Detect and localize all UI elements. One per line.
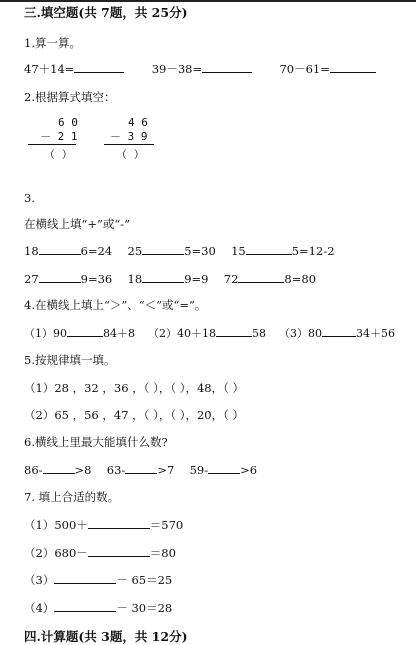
q3-r2-a3: 72 [223,272,239,286]
q3-r1-blank-2[interactable] [142,244,184,255]
q7-a4: （4） [24,601,55,615]
q2-title: 2.根据算式填空： [24,90,116,104]
q7-blank-2[interactable] [88,546,150,557]
q3-r2-a2: 18 [127,272,143,286]
q6-title: 6.横线上里最大能填什么数? [24,435,168,449]
q5-line-1: （1）28 ，32 ，36 ，（ ），（ ），48，（ ） [24,381,245,395]
q4-a1: （1）90 [24,327,67,340]
q4-title: 4.在横线上填上“＞”、“＜”或“=”。 [24,298,207,312]
q7-title: 7. 填上合适的数。 [24,490,120,504]
q4-blank-2[interactable] [216,326,252,337]
q1-item-1: 47＋14= [24,62,75,76]
q3-number: 3. [24,191,35,205]
q4-row [24,326,395,341]
q6-a1: 86- [24,463,43,477]
q3-r2-b3: 8=80 [284,272,317,286]
q2-calc2-line [104,144,154,145]
q3-r1-a1: 18 [24,244,39,258]
q3-row-2 [24,272,316,286]
q3-r1-blank-3[interactable] [246,244,292,255]
q1-row [24,62,376,76]
q3-r2-b1: 9=36 [80,272,113,286]
q7-blank-4[interactable] [54,601,116,612]
q6-a3: 59- [189,463,209,477]
q4-b3: 34＋56 [356,327,395,340]
q3-r1-b3: 5=12-2 [291,244,335,258]
q7-item-2 [24,546,176,560]
q3-title: 在横线上填“+”或“-” [24,217,131,231]
q2-calc2-result[interactable]: （ ） [116,148,145,161]
q6-row [24,463,257,477]
q2-calc2-bottom: － 3 9 [110,130,148,143]
q2-calc2-top: 4 6 [128,116,148,129]
q1-blank-1[interactable] [74,62,124,73]
q4-b1: 84＋8 [103,327,135,340]
q2-calc1-bottom: － 2 1 [40,130,78,143]
section-title-fill: 三.填空题(共 7题，共 25分) [24,5,188,20]
q7-a1: （1）500＋ [24,518,88,532]
q7-blank-1[interactable] [88,518,150,529]
q7-item-1 [24,518,183,532]
q6-b2: >7 [157,463,175,477]
q3-row-1 [24,244,335,258]
q4-a2: （2）40＋18 [148,327,216,340]
q3-r2-blank-2[interactable] [142,272,184,283]
q2-calc1-line [28,144,76,145]
q4-blank-1[interactable] [67,326,103,337]
q4-b2: 58 [252,327,266,340]
q5-line-2: （2）65 ，56 ，47 ，（ ），（ ），20，（ ） [24,408,245,422]
q3-r2-b2: 9=9 [184,272,209,286]
q6-b3: >6 [240,463,258,477]
q1-item-2: 39－38= [151,62,203,76]
q7-blank-3[interactable] [54,573,116,584]
q2-calc1-result[interactable]: （ ） [44,148,73,161]
q3-r1-blank-1[interactable] [39,244,81,255]
q3-r1-a2: 25 [127,244,143,258]
q3-r1-a3: 15 [231,244,246,258]
q3-r2-a1: 27 [24,272,39,286]
q4-a3: （3）80 [279,327,322,340]
q6-a2: 63- [106,463,126,477]
section-title-calc: 四.计算题(共 3题，共 12分) [24,629,188,644]
q2-calc1-top: 6 0 [58,116,78,129]
q7-item-4 [24,601,172,615]
q7-b2: ＝80 [149,546,176,560]
q7-b4: － 30＝28 [116,601,173,615]
q6-blank-3[interactable] [208,463,240,474]
q6-blank-2[interactable] [125,463,157,474]
q3-r1-b2: 5=30 [184,244,216,258]
q7-b1: ＝570 [149,518,184,532]
q7-b3: － 65＝25 [116,573,173,587]
q1-title: 1.算一算。 [24,36,81,50]
q7-a2: （2）680－ [24,546,88,560]
q1-item-3: 70－61= [279,62,330,76]
q6-b1: >8 [74,463,92,477]
q3-r1-b1: 6=24 [80,244,113,258]
q7-a3: （3） [24,573,55,587]
top-border [0,0,416,2]
q1-blank-3[interactable] [330,62,376,73]
q1-blank-2[interactable] [202,62,252,73]
q4-blank-3[interactable] [322,326,356,337]
q3-r2-blank-1[interactable] [39,272,81,283]
q7-item-3 [24,573,172,587]
q3-r2-blank-3[interactable] [238,272,284,283]
q5-title: 5.按规律填一填。 [24,353,116,367]
q6-blank-1[interactable] [43,463,75,474]
